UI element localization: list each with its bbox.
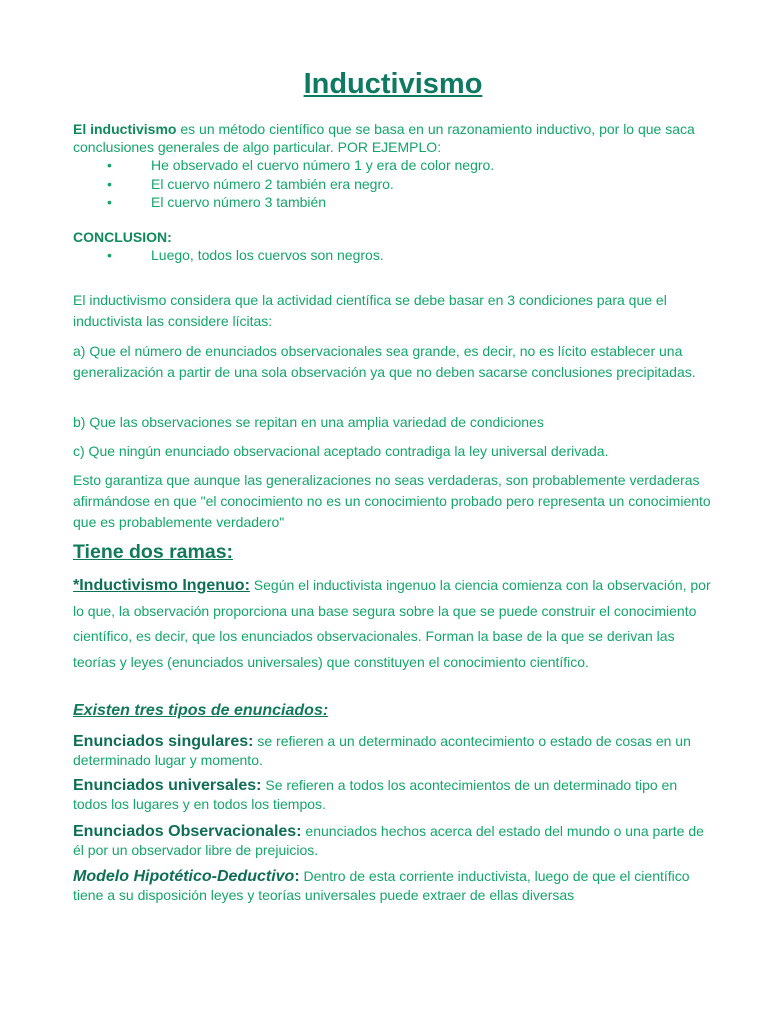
- guarantee-block: [73, 470, 713, 533]
- branches-heading: Tiene dos ramas:: [73, 541, 234, 563]
- singular-label: Enunciados singulares:: [73, 733, 254, 750]
- bullet: •: [107, 194, 112, 210]
- intro-block: [73, 120, 713, 212]
- guarantee-paragraph: Esto garantiza que aunque las generalizaciones no seas verdaderas, son probablemente verdaderas afirmándose en que "el conocimiento no es un conocimiento probado pero representa un conocimiento que es probablemente verdadero": [73, 472, 711, 530]
- singular-text: se refieren a un determinado acontecimiento o estado de cosas en un determinado lugar y momento.: [73, 733, 691, 768]
- intro-term: El inductivismo: [73, 121, 177, 137]
- types-heading: Existen tres tipos de enunciados:: [73, 702, 329, 719]
- naive-text: Según el inductivista ingenuo la ciencia comienza con la observación, por lo que, la observación proporciona una base segura sobre la que se puede construir el conocimiento científico, es decir, que los enunciados observacionales. Forman la base de la que se derivan las teorías y leyes (enunciados universales) que constituyen el conocimiento científico.: [73, 577, 711, 670]
- model-colon: :: [294, 868, 300, 885]
- universal-label: Enunciados universales:: [73, 777, 262, 794]
- condition-b: b) Que las observaciones se repitan en una amplia variedad de condiciones: [73, 414, 544, 430]
- page-title: Inductivismo: [303, 68, 483, 100]
- universal-block: [73, 776, 713, 813]
- observational-block: [73, 822, 713, 859]
- list-item: • El cuervo número 3 también: [107, 194, 327, 210]
- model-paragraph: [73, 867, 713, 904]
- intro-paragraph: [73, 120, 713, 156]
- model-block: [73, 867, 713, 904]
- conditions-paragraph: El inductivismo considera que la actividad científica se debe basar en 3 condiciones para que el inductivista las considere lícitas:: [73, 292, 667, 329]
- list-item: • He observado el cuervo número 1 y era de color negro.: [107, 157, 495, 173]
- naive-label: *Inductivismo Ingenuo:: [73, 577, 250, 594]
- observational-text: enunciados hechos acerca del estado del mundo o una parte de él por un observador libre de prejuicios.: [73, 823, 704, 858]
- branches-heading-block: [73, 541, 713, 564]
- examples-list: [73, 156, 713, 212]
- model-text: Dentro de esta corriente inductivista, luego de que el científico tiene a su disposición leyes y teorías universales puede extraer de ellas diversas: [73, 868, 690, 903]
- intro-text: es un método científico que se basa en un razonamiento inductivo, por lo que saca conclusiones generales de algo particular. POR EJEMPLO:: [73, 121, 695, 155]
- observational-label: Enunciados Observacionales:: [73, 823, 302, 840]
- conditions-block: [73, 290, 713, 332]
- singular-paragraph: [73, 732, 713, 769]
- conclusion-list: [73, 246, 713, 265]
- bullet: •: [107, 157, 112, 173]
- naive-block: [73, 573, 713, 675]
- singular-block: [73, 732, 713, 769]
- condition-c-block: [73, 441, 713, 462]
- conclusion-label: CONCLUSION:: [73, 229, 172, 245]
- naive-paragraph: [73, 573, 713, 675]
- condition-a-block: [73, 341, 713, 383]
- list-item: • El cuervo número 2 también era negro.: [107, 175, 394, 192]
- types-heading-block: [73, 702, 713, 720]
- universal-text: Se refieren a todos los acontecimientos de un determinado tipo en todos los lugares y en todos los tiempos.: [73, 777, 678, 812]
- observational-paragraph: [73, 822, 713, 859]
- universal-paragraph: [73, 776, 713, 813]
- model-label: Modelo Hipotético-Deductivo: [73, 868, 295, 885]
- condition-b-block: [73, 412, 713, 433]
- condition-c: c) Que ningún enunciado observacional aceptado contradiga la ley universal derivada.: [73, 443, 609, 459]
- condition-a: a) Que el número de enunciados observacionales sea grande, es decir, no es lícito establecer una generalización a partir de una sola observación ya que no deben sacarse conclusiones precipitadas.: [73, 343, 696, 380]
- bullet: •: [107, 175, 112, 192]
- conclusion-block: [73, 228, 713, 265]
- list-item: • Luego, todos los cuervos son negros.: [107, 247, 384, 263]
- bullet: •: [107, 247, 112, 263]
